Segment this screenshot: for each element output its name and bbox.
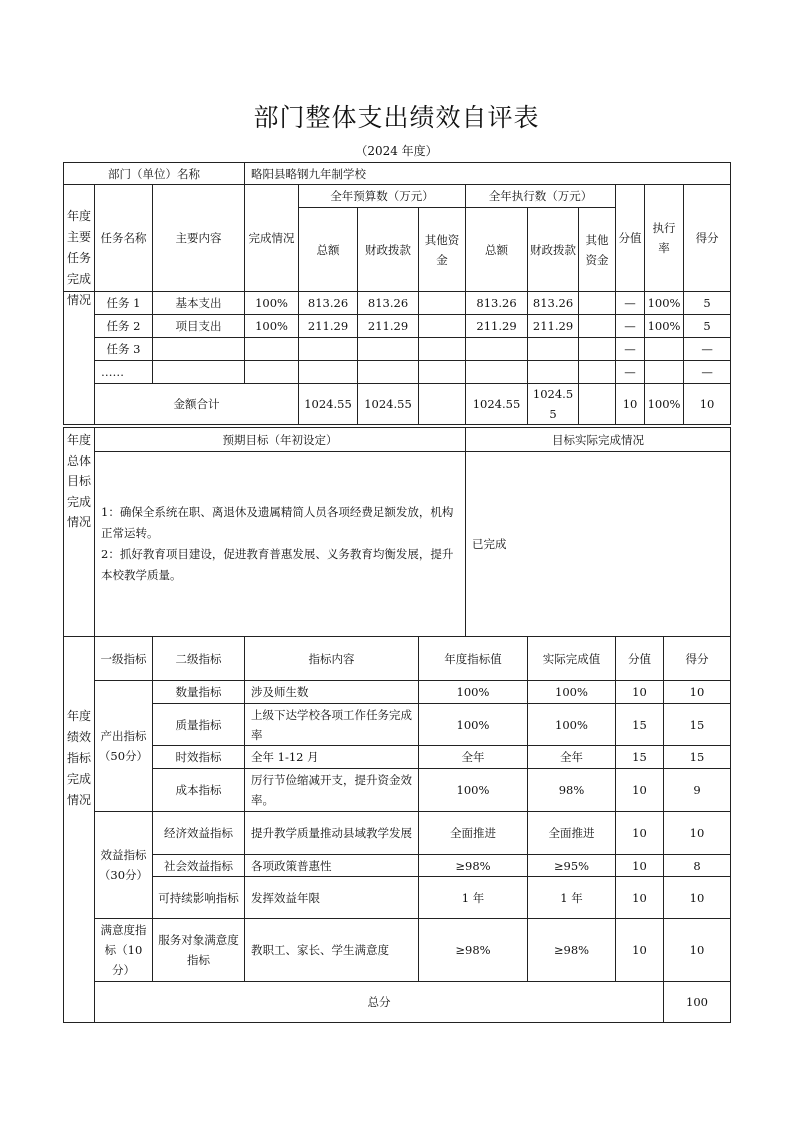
- goals-section-label-text: 年度总体目标完成情况: [66, 433, 91, 529]
- task-content: [153, 338, 245, 361]
- level1-satisfaction: 满意度指标（10分）: [95, 919, 153, 982]
- score: 10: [664, 812, 731, 855]
- task-exec-fiscal: 211.29: [528, 315, 579, 338]
- target-value: 1 年: [419, 877, 528, 919]
- task-score: 5: [684, 292, 731, 315]
- table-row: [64, 855, 731, 877]
- expected-goal-header: 预期目标（年初设定）: [95, 428, 466, 452]
- header-exec-other: 其他资金: [579, 208, 616, 292]
- sum-row: [64, 384, 731, 425]
- level1-output: 产出指标（50分）: [95, 681, 153, 812]
- indicator-content: 厉行节俭缩减开支，提升资金效率。: [245, 769, 419, 812]
- header-exec-total: 总额: [466, 208, 528, 292]
- table-row: [64, 919, 731, 982]
- header-exec-group: 全年执行数（万元）: [466, 185, 616, 208]
- task-exec-rate: 100%: [645, 315, 684, 338]
- task-name: 任务 3: [95, 338, 153, 361]
- level2: 服务对象满意度指标: [153, 919, 245, 982]
- level2: 质量指标: [153, 704, 245, 746]
- level2: 成本指标: [153, 769, 245, 812]
- header-ind-score: 得分: [664, 637, 731, 681]
- task-exec-rate: [645, 338, 684, 361]
- table-row: [64, 812, 731, 855]
- header-target: 年度指标值: [419, 637, 528, 681]
- table-row: [64, 338, 731, 361]
- table-row: [64, 877, 731, 919]
- score: 8: [664, 855, 731, 877]
- task-exec-fiscal: 813.26: [528, 292, 579, 315]
- header-indicator-content: 指标内容: [245, 637, 419, 681]
- task-completion: 100%: [245, 315, 299, 338]
- target-value: 100%: [419, 769, 528, 812]
- total-row: [64, 982, 731, 1023]
- indicator-content: 各项政策普惠性: [245, 855, 419, 877]
- level2: 时效指标: [153, 746, 245, 769]
- task-fiscal: [358, 338, 419, 361]
- score-value: 10: [616, 681, 664, 704]
- page-title: 部门整体支出绩效自评表: [253, 103, 540, 132]
- task-fiscal: 813.26: [358, 292, 419, 315]
- task-total: [299, 338, 358, 361]
- table-row: [64, 681, 731, 704]
- task-exec-fiscal: [528, 361, 579, 384]
- task-score: 5: [684, 315, 731, 338]
- goals-table: [63, 427, 731, 637]
- actual-value: 100%: [528, 681, 616, 704]
- task-exec-rate: [645, 361, 684, 384]
- target-value: 100%: [419, 681, 528, 704]
- task-other: [419, 361, 466, 384]
- task-exec-total: 211.29: [466, 315, 528, 338]
- page-subtitle: （2024 年度）: [355, 144, 438, 158]
- sum-total: 1024.55: [299, 384, 358, 425]
- header-fiscal: 财政拨款: [358, 208, 419, 292]
- task-exec-other: [579, 315, 616, 338]
- score-value: 10: [616, 855, 664, 877]
- header-exec-rate: 执行率: [645, 185, 684, 292]
- task-name: 任务 1: [95, 292, 153, 315]
- task-content: 基本支出: [153, 292, 245, 315]
- target-value: ≥98%: [419, 855, 528, 877]
- score-value: 15: [616, 704, 664, 746]
- header-score-value: 分值: [616, 185, 645, 292]
- actual-value: 100%: [528, 704, 616, 746]
- sum-exec-rate: 100%: [645, 384, 684, 425]
- score-value: 10: [616, 877, 664, 919]
- task-exec-total: 813.26: [466, 292, 528, 315]
- level1-benefit: 效益指标（30分）: [95, 812, 153, 919]
- indicator-content: 发挥效益年限: [245, 877, 419, 919]
- task-other: [419, 315, 466, 338]
- header-content: 主要内容: [153, 185, 245, 292]
- table-row: [64, 292, 731, 315]
- header-budget-group: 全年预算数（万元）: [299, 185, 466, 208]
- indicator-content: 教职工、家长、学生满意度: [245, 919, 419, 982]
- task-score: —: [684, 338, 731, 361]
- sum-exec-total: 1024.55: [466, 384, 528, 425]
- unit-label: 部门（单位）名称: [64, 163, 245, 185]
- indicator-content: 提升教学质量推动县域教学发展: [245, 812, 419, 855]
- task-completion: [245, 338, 299, 361]
- task-score-value: —: [616, 315, 645, 338]
- task-other: [419, 338, 466, 361]
- actual-value: ≥98%: [528, 919, 616, 982]
- task-score-value: —: [616, 361, 645, 384]
- actual-value: 全年: [528, 746, 616, 769]
- header-ind-score-value: 分值: [616, 637, 664, 681]
- indicator-content: 涉及师生数: [245, 681, 419, 704]
- target-value: 全年: [419, 746, 528, 769]
- header-actual: 实际完成值: [528, 637, 616, 681]
- sum-fiscal: 1024.55: [358, 384, 419, 425]
- task-exec-other: [579, 338, 616, 361]
- score: 15: [664, 704, 731, 746]
- task-exec-other: [579, 361, 616, 384]
- table-row: [64, 361, 731, 384]
- indicators-table: [63, 636, 731, 1023]
- header-task-name: 任务名称: [95, 185, 153, 292]
- task-total: [299, 361, 358, 384]
- task-fiscal: [358, 361, 419, 384]
- sum-exec-fiscal: 1024.55: [528, 384, 579, 425]
- header-exec-fiscal: 财政拨款: [528, 208, 579, 292]
- table-row: [64, 769, 731, 812]
- header-total: 总额: [299, 208, 358, 292]
- task-completion: 100%: [245, 292, 299, 315]
- score-value: 15: [616, 746, 664, 769]
- header-level2: 二级指标: [153, 637, 245, 681]
- task-total: 211.29: [299, 315, 358, 338]
- header-other: 其他资金: [419, 208, 466, 292]
- score-value: 10: [616, 919, 664, 982]
- sum-label: 金额合计: [95, 384, 299, 425]
- actual-goal-header: 目标实际完成情况: [466, 428, 731, 452]
- expected-goal-2: 2：抓好教育项目建设，促进教育普惠发展、义务教育均衡发展，提升本校教学质量。: [101, 547, 454, 582]
- actual-value: 98%: [528, 769, 616, 812]
- score-value: 10: [616, 769, 664, 812]
- total-label: 总分: [95, 982, 664, 1023]
- level2: 经济效益指标: [153, 812, 245, 855]
- level2: 可持续影响指标: [153, 877, 245, 919]
- task-other: [419, 292, 466, 315]
- indicator-content: 上级下达学校各项工作任务完成率: [245, 704, 419, 746]
- unit-value: 略阳县略钢九年制学校: [245, 163, 731, 185]
- task-score-value: —: [616, 292, 645, 315]
- task-exec-total: [466, 338, 528, 361]
- table-row: [64, 704, 731, 746]
- task-score: —: [684, 361, 731, 384]
- task-content: [153, 361, 245, 384]
- score: 10: [664, 681, 731, 704]
- task-name: ……: [95, 361, 153, 384]
- task-score-value: —: [616, 338, 645, 361]
- target-value: 100%: [419, 704, 528, 746]
- total-score-value: 100: [664, 982, 731, 1023]
- expected-goal-1: 1：确保全系统在职、离退休及遗属精简人员各项经费足额发放，机构正常运转。: [101, 505, 454, 540]
- target-value: ≥98%: [419, 919, 528, 982]
- actual-goal-text: 已完成: [466, 452, 731, 637]
- actual-value: 1 年: [528, 877, 616, 919]
- actual-value: 全面推进: [528, 812, 616, 855]
- sum-score: 10: [684, 384, 731, 425]
- header-level1: 一级指标: [95, 637, 153, 681]
- task-exec-total: [466, 361, 528, 384]
- indicator-content: 全年 1-12 月: [245, 746, 419, 769]
- task-exec-rate: 100%: [645, 292, 684, 315]
- score-value: 10: [616, 812, 664, 855]
- actual-value: ≥95%: [528, 855, 616, 877]
- level2: 数量指标: [153, 681, 245, 704]
- tasks-section-label-text: 年度主要任务完成情况: [66, 209, 91, 307]
- task-exec-other: [579, 292, 616, 315]
- sum-score-value: 10: [616, 384, 645, 425]
- header-completion: 完成情况: [245, 185, 299, 292]
- target-value: 全面推进: [419, 812, 528, 855]
- score: 10: [664, 919, 731, 982]
- table-row: [64, 746, 731, 769]
- task-completion: [245, 361, 299, 384]
- score: 9: [664, 769, 731, 812]
- tasks-table: [63, 162, 731, 425]
- task-total: 813.26: [299, 292, 358, 315]
- table-row: [64, 315, 731, 338]
- task-exec-fiscal: [528, 338, 579, 361]
- indicators-section-label-text: 年度绩效指标完成情况: [66, 709, 91, 807]
- task-name: 任务 2: [95, 315, 153, 338]
- header-score: 得分: [684, 185, 731, 292]
- task-fiscal: 211.29: [358, 315, 419, 338]
- score: 15: [664, 746, 731, 769]
- score: 10: [664, 877, 731, 919]
- level2: 社会效益指标: [153, 855, 245, 877]
- task-content: 项目支出: [153, 315, 245, 338]
